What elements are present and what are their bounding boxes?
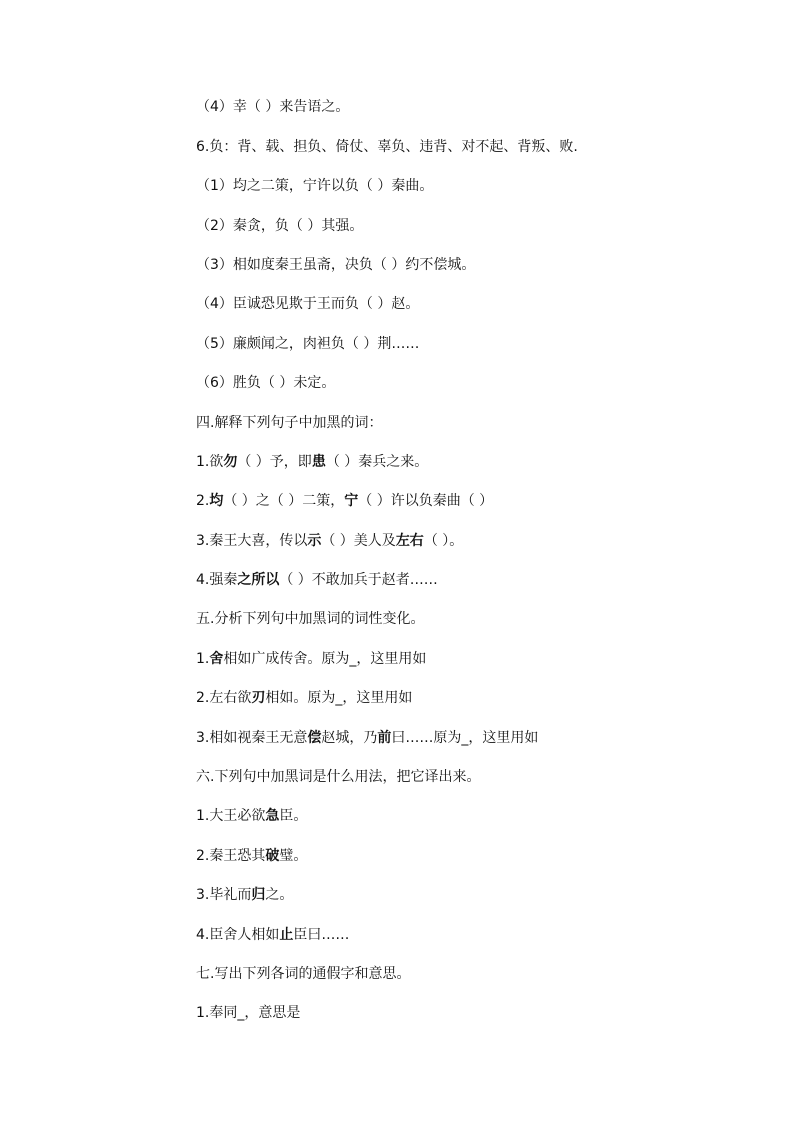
- text-line: [196, 806, 307, 826]
- text-segment: （ ）不敢加兵于赵者……: [279, 572, 438, 588]
- text-line: [196, 1003, 300, 1023]
- text-segment: （2）秦贪，负（ ）其强。: [196, 218, 364, 234]
- text-segment: （5）廉颇闻之，肉袒负（ ）荆……: [196, 336, 420, 352]
- text-segment: （ ）美人及: [321, 533, 396, 549]
- text-segment: 3.秦王大喜，传以: [196, 533, 308, 549]
- text-segment: 2.秦王恐其: [196, 848, 266, 864]
- text-segment: 1.欲: [196, 454, 224, 470]
- text-segment: 1.: [196, 651, 210, 667]
- text-segment: 赵城，乃: [321, 730, 378, 746]
- text-line: [196, 570, 438, 590]
- bold-term: 舍: [209, 651, 224, 667]
- bold-term: 止: [279, 927, 294, 943]
- text-line: [196, 294, 419, 314]
- bold-term: 刃: [251, 690, 266, 706]
- text-segment: 璧。: [279, 848, 308, 864]
- text-line: [196, 413, 382, 433]
- bold-term: 患: [311, 454, 326, 470]
- text-segment: 五.分析下列句中加黑词的词性变化。: [196, 611, 425, 627]
- text-line: [196, 649, 426, 669]
- text-line: [196, 609, 424, 629]
- text-segment: （ ）之（ ）二策，: [223, 493, 345, 509]
- text-segment: （ ）秦兵之来。: [325, 454, 429, 470]
- text-line: [196, 846, 307, 866]
- text-line: [196, 885, 293, 905]
- text-segment: （3）相如度秦王虽斋，决负（ ）约不偿城。: [196, 257, 476, 273]
- text-segment: 六.下列句中加黑词是什么用法，把它译出来。: [196, 769, 481, 785]
- text-line: [196, 767, 480, 787]
- text-segment: 1.大王必欲: [196, 808, 266, 824]
- bold-term: 之所以: [237, 572, 280, 588]
- bold-term: 勿: [223, 454, 238, 470]
- text-line: [196, 176, 433, 196]
- bold-term: 归: [251, 887, 266, 903]
- text-segment: 七.写出下列各词的通假字和意思。: [196, 966, 411, 982]
- text-line: [196, 97, 349, 117]
- text-segment: 3.毕礼而: [196, 887, 252, 903]
- text-segment: 相如广成传舍。原为_，这里用如: [223, 651, 427, 667]
- text-line: [196, 334, 419, 354]
- text-line: [196, 531, 463, 551]
- text-segment: 4.臣舍人相如: [196, 927, 280, 943]
- text-segment: 相如。原为_，这里用如: [265, 690, 413, 706]
- text-segment: 臣。: [279, 808, 308, 824]
- text-segment: （ ）。: [423, 533, 464, 549]
- bold-term: 示: [307, 533, 322, 549]
- text-segment: （4）臣诚恐见欺于王而负（ ）赵。: [196, 296, 420, 312]
- text-line: [196, 216, 363, 236]
- bold-term: 前: [377, 730, 392, 746]
- text-segment: 曰……原为_，这里用如: [391, 730, 539, 746]
- bold-term: 偿: [307, 730, 322, 746]
- text-segment: 之。: [265, 887, 294, 903]
- text-line: [196, 137, 578, 157]
- text-line: [196, 925, 349, 945]
- text-line: [196, 452, 428, 472]
- text-line: [196, 373, 335, 393]
- text-segment: （6）胜负（ ）未定。: [196, 375, 336, 391]
- text-line: [196, 964, 410, 984]
- text-line: [196, 491, 493, 511]
- text-segment: 2.左右欲: [196, 690, 252, 706]
- text-segment: （4）幸（ ）来告语之。: [196, 99, 350, 115]
- bold-term: 破: [265, 848, 280, 864]
- text-segment: 2.: [196, 493, 210, 509]
- text-segment: （1）均之二策，宁许以负（ ）秦曲。: [196, 178, 434, 194]
- bold-term: 宁: [344, 493, 359, 509]
- text-segment: 6.负：背、载、担负、倚仗、辜负、违背、对不起、背叛、败.: [196, 139, 578, 155]
- text-segment: 3.相如视秦王无意: [196, 730, 308, 746]
- text-segment: （ ）许以负秦曲（ ）: [358, 493, 494, 509]
- text-segment: 臣曰……: [293, 927, 350, 943]
- bold-term: 左右: [395, 533, 424, 549]
- text-segment: 四.解释下列句子中加黑的词：: [196, 415, 383, 431]
- text-segment: 4.强秦: [196, 572, 238, 588]
- text-segment: （ ）予，即: [237, 454, 312, 470]
- text-line: [196, 255, 475, 275]
- text-line: [196, 688, 412, 708]
- text-line: [196, 728, 538, 748]
- bold-term: 均: [209, 493, 224, 509]
- bold-term: 急: [265, 808, 280, 824]
- text-segment: 1.奉同_，意思是: [196, 1005, 301, 1021]
